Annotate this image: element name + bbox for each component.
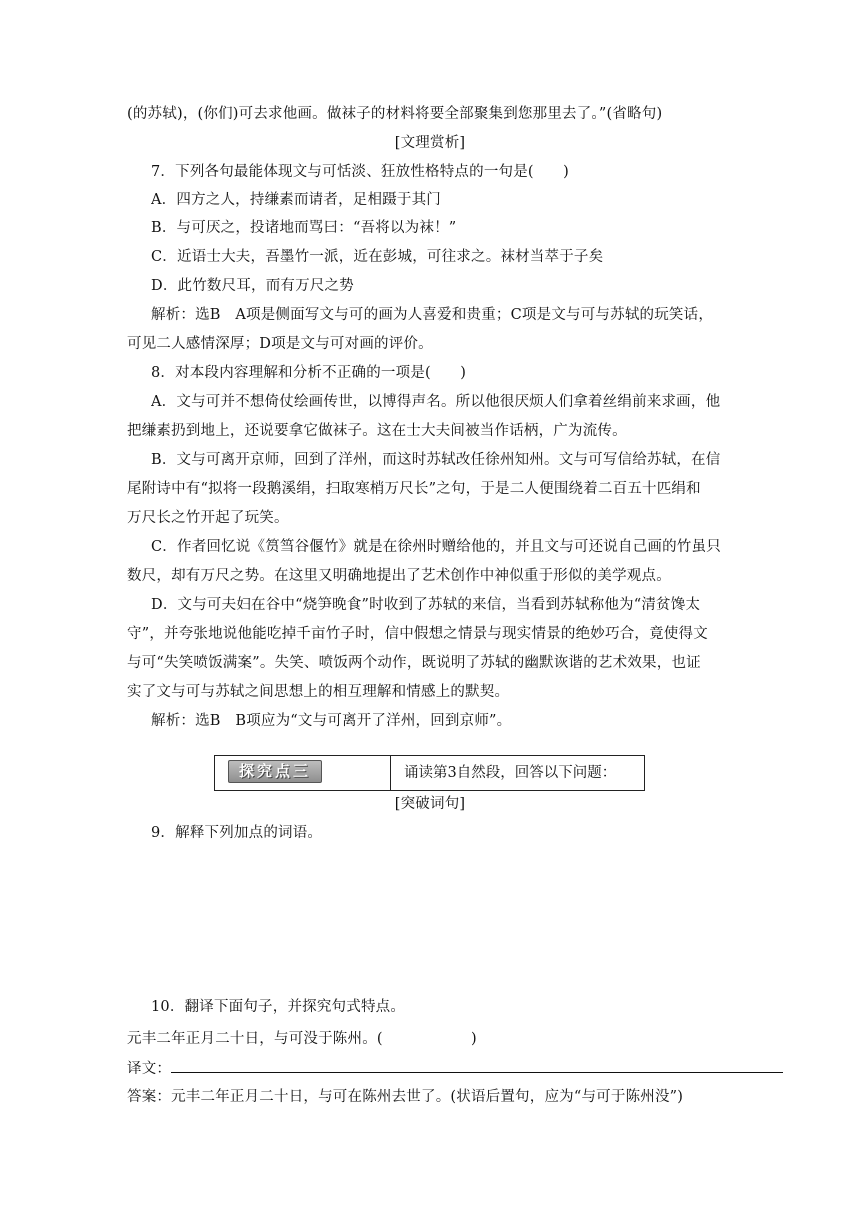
translation-label: 译文： [127, 1061, 172, 1077]
section-instruction: 诵读第3自然段，回答以下问题： [404, 765, 617, 781]
question-8-option-b-cont: 尾附诗中有“拟将一段鹅溪绢，扫取寒梢万尺长”之句，于是二人便围绕着二百五十匹绢和 [127, 481, 701, 497]
question-8-option-d: D．文与可夫妇在谷中“烧笋晚食”时收到了苏轼的来信，当看到苏轼称他为“清贫馋太 [151, 597, 701, 613]
question-8-option-b-cont2: 万尺长之竹开起了玩笑。 [127, 510, 289, 526]
question-8-analysis: 解析：选B B项应为“文与可离开了洋州，回到京师”。 [151, 713, 512, 729]
heading-tupo: [突破词句] [394, 796, 466, 812]
heading-wenli: [文理赏析] [394, 135, 466, 151]
question-9-stem: 9．解释下列加点的词语。 [151, 825, 323, 841]
question-7-analysis-cont: 可见二人感情深厚；D项是文与可对画的评价。 [127, 336, 433, 352]
question-7-option-a: A．四方之人，持缣素而请者，足相蹑于其门 [151, 192, 441, 208]
question-10-sentence: 元丰二年正月二十日，与可没于陈州。( ) [127, 1031, 477, 1047]
question-8-option-a-cont: 把缣素扔到地上，还说要拿它做袜子。这在士大夫间被当作话柄，广为流传。 [127, 423, 627, 439]
question-7-analysis: 解析：选B A项是侧面写文与可的画为人喜爱和贵重；C项是文与可与苏轼的玩笑话， [151, 307, 714, 323]
question-10-answer: 答案：元丰二年正月二十日，与可在陈州去世了。(状语后置句，应为“与可于陈州没”) [127, 1089, 684, 1105]
translation-line [127, 1058, 737, 1079]
question-7-stem: 7．下列各句最能体现文与可恬淡、狂放性格特点的一句是( ) [151, 164, 570, 180]
question-8-option-d-cont: 守”，并夸张地说他能吃掉千亩竹子时，信中假想之情景与现实情景的绝妙巧合，竟使得文 [127, 626, 708, 642]
question-8-option-d-cont2: 与可“失笑喷饭满案”。失笑、喷饭两个动作，既说明了苏轼的幽默诙谐的艺术效果，也证 [127, 655, 701, 671]
question-8-option-d-cont3: 实了文与可与苏轼之间思想上的相互理解和情感上的默契。 [127, 684, 510, 700]
question-8-option-c: C．作者回忆说《筼筜谷偃竹》就是在徐州时赠给他的，并且文与可还说自己画的竹虽只 [151, 539, 721, 555]
question-8-option-c-cont: 数尺，却有万尺之势。在这里又明确地提出了艺术创作中神似重于形似的美学观点。 [127, 568, 671, 584]
paragraph-top-line: (的苏轼)，(你们)可去求他画。做袜子的材料将要全部聚集到您那里去了。”(省略句) [127, 106, 663, 122]
question-7-option-d: D．此竹数尺耳，而有万尺之势 [151, 278, 354, 294]
question-7-option-b: B．与可厌之，投诸地而骂曰：“吾将以为袜！” [151, 220, 457, 236]
section-tag: 探究点三 [228, 760, 322, 783]
question-10-stem: 10．翻译下面句子，并探究句式特点。 [151, 999, 406, 1015]
section-tag-cell [215, 756, 391, 790]
question-7-option-c: C．近语士大夫，吾墨竹一派，近在彭城，可往求之。袜材当萃于子矣 [151, 249, 604, 265]
translation-blank[interactable] [171, 1058, 783, 1073]
section-banner [214, 755, 645, 791]
question-8-option-a: A．文与可并不想倚仗绘画传世，以博得声名。所以他很厌烦人们拿着丝绢前来求画，他 [151, 394, 721, 410]
question-8-stem: 8．对本段内容理解和分析不正确的一项是( ) [151, 365, 467, 381]
question-8-option-b: B．文与可离开京师，回到了洋州，而这时苏轼改任徐州知州。文与可写信给苏轼，在信 [151, 452, 721, 468]
